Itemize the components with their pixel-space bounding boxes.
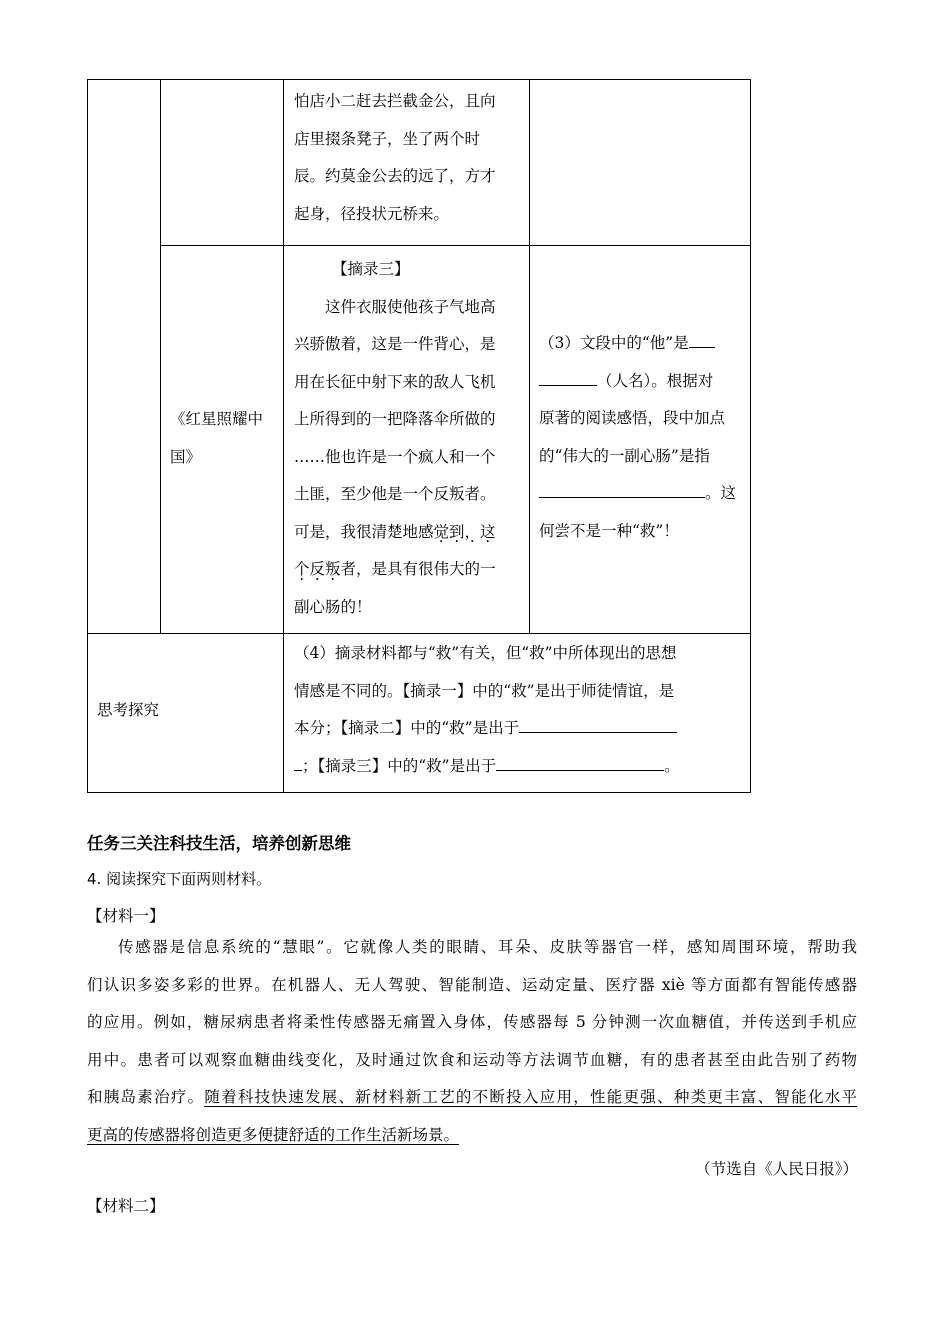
table-divider-row2	[87, 633, 751, 634]
row-label: 思考探究	[97, 701, 160, 719]
row-label-thinking	[97, 692, 159, 730]
paragraph-line: 传感器是信息系统的“慧眼”。它就像人类的眼睛、耳朵、皮肤等器官一样，感知周围环境，帮助我	[118, 938, 857, 956]
book-title-line: 国》	[170, 447, 202, 466]
question-line: （4）摘录材料都与“救”有关，但“救”中所体现出的思想	[294, 644, 677, 662]
paragraph-line: 用中。患者可以观察血糖曲线变化，及时通过饮食和运动等方法调节血糖，有的患者甚至由此告别了药物	[87, 1050, 857, 1069]
table-border-right	[750, 79, 751, 793]
excerpt-two-continued	[294, 83, 496, 233]
excerpt-line: ……他也许是一个疯人和一个	[294, 447, 496, 466]
answer-blank[interactable]	[519, 712, 677, 733]
answer-blank[interactable]	[496, 750, 664, 771]
answer-blank[interactable]	[294, 750, 302, 771]
excerpt-title: 【摘录三】	[332, 260, 410, 278]
paragraph-line: 们认识多姿多彩的世界。在机器人、无人驾驶、智能制造、运动定量、医疗器 xiè 等方面都有智能传感器	[87, 975, 857, 994]
excerpt-line	[294, 589, 496, 627]
task-heading: 任务三关注科技生活，培养创新思维	[87, 834, 351, 853]
dotted-char: 的	[464, 560, 481, 578]
question-line: 的“伟大的一副心肠”是指	[539, 446, 710, 465]
excerpt-line: 土匪，至少他是一个反叛者。	[294, 485, 496, 503]
table-border-left	[87, 79, 88, 793]
question-text: 。	[664, 756, 680, 775]
book-title	[170, 401, 263, 476]
question-text: （人名）。根据对	[597, 371, 714, 390]
material-1-label: 【材料一】	[87, 907, 165, 925]
excerpt-line: 兴骄傲着，这是一件背心，是	[294, 335, 496, 353]
excerpt-line: 起身，径投状元桥来。	[294, 204, 450, 223]
question-line: 原著的阅读感悟，段中加点	[539, 409, 726, 427]
dotted-char: 肠	[325, 597, 341, 616]
dotted-char: 大	[449, 560, 465, 578]
question-text: 本分；【摘录二】中的“救”是出于	[294, 719, 520, 737]
excerpt-line: 怕店小二赶去拦截金公，且向	[294, 92, 496, 110]
paragraph-line	[87, 1117, 857, 1155]
table-divider-row1	[160, 245, 751, 246]
question-4-sub	[294, 635, 680, 785]
dotted-char: 一	[480, 560, 496, 578]
excerpt-line: 用在长征中射下来的敌人飞机	[294, 372, 496, 391]
table-border-top	[87, 79, 751, 80]
material-1-text	[87, 929, 857, 1155]
reading-table	[87, 79, 751, 793]
question-4-prompt: 4. 阅读探究下面两则材料。	[87, 870, 272, 888]
dotted-char: 心	[309, 597, 326, 616]
paragraph-line	[87, 1079, 857, 1117]
excerpt-line: 辰。约莫金公去的远了，方才	[294, 167, 496, 185]
question-line	[539, 363, 736, 401]
book-title-line: 《红星照耀中	[170, 410, 264, 428]
excerpt-three	[294, 251, 496, 626]
question-line: 何尝不是一种“救”！	[539, 521, 679, 540]
paragraph-text: 和胰岛素治疗。	[87, 1088, 205, 1107]
excerpt-line: 店里掇条凳子，坐了两个时	[294, 129, 481, 148]
table-divider-col1	[160, 79, 161, 633]
question-line	[294, 748, 680, 786]
question-text: （3）文段中的“他”是	[539, 334, 689, 352]
question-text: 。这	[705, 484, 737, 502]
table-divider-col2	[283, 79, 284, 793]
excerpt-text: 的！	[340, 597, 372, 616]
question-line	[539, 325, 736, 363]
underlined-sentence: 更高的传感器将创造更多便捷舒适的工作生活新场景。	[87, 1125, 460, 1144]
excerpt-text: 个反叛者，是具有很	[294, 560, 434, 578]
excerpt-line: 上所得到的一把降落伞所做的	[294, 410, 496, 428]
answer-blank[interactable]	[689, 327, 715, 348]
material-2-label: 【材料二】	[87, 1197, 165, 1215]
question-text: ；【摘录三】中的“救”是出于	[302, 756, 497, 775]
underlined-sentence: 随着科技快速发展、新材料新工艺的不断投入应用，性能更强、种类更丰富、智能化水平	[204, 1088, 857, 1107]
answer-blank[interactable]	[539, 477, 705, 498]
material-1-source: （节选自《人民日报》）	[695, 1160, 858, 1178]
excerpt-line	[294, 551, 496, 589]
question-line: 情感是不同的。【摘录一】中的“救”是出于师徒情谊，是	[294, 681, 675, 700]
excerpt-line: 可是，我很清楚地感觉到，这	[294, 522, 496, 541]
question-line	[294, 710, 680, 748]
question-3	[539, 325, 736, 550]
dotted-char: 副	[294, 597, 310, 616]
dotted-char: 伟	[433, 560, 450, 578]
question-line	[539, 475, 736, 513]
table-border-bottom	[87, 792, 751, 793]
answer-blank[interactable]	[539, 365, 597, 386]
excerpt-line: 这件衣服使他孩子气地高	[325, 297, 496, 316]
table-divider-col3	[529, 79, 530, 633]
paragraph-line: 的应用。例如，糖尿病患者将柔性传感器无痛置入身体，传感器每 5 分钟测一次血糖值，并传送到手机应	[87, 1013, 857, 1032]
